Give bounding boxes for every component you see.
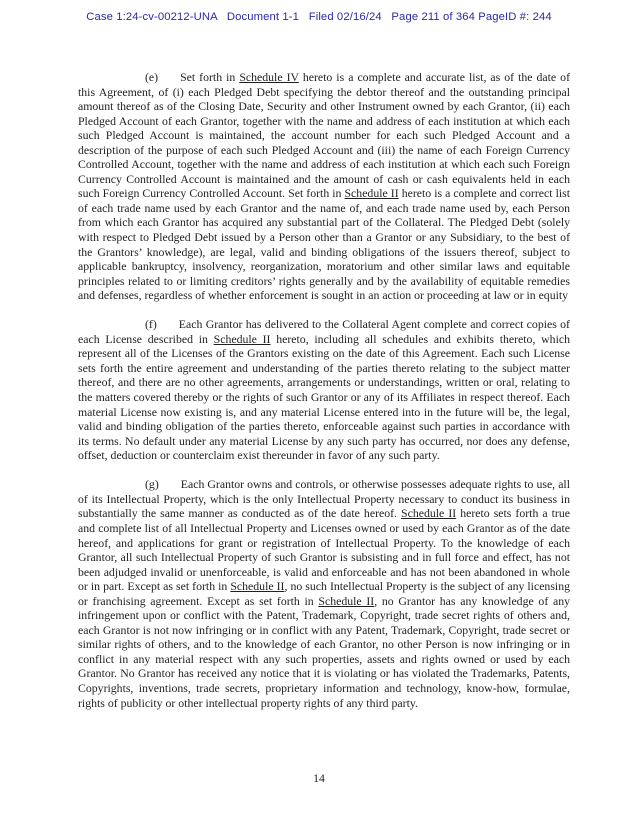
paragraph-text: hereto is a complete and correct list of each trade name used by each Grantor and the name of, and each trade name used by, each Person from which each Grantor has acquired any substantial part of the Collateral. The Pledged Debt (solely with respect to Pledged Debt issued by a Person other than a Grantor or any Subsidiary, to the best of the Grantors’ knowledge), are legal, valid and binding obligations of the issuers thereof, subject to applicable bankruptcy, insolvency, reorganization, moratorium and other similar laws and equitable principles related to or limiting creditors’ rights generally and by the availability of equitable remedies and defenses, regardless of whether enforcement is sought in an action or proceeding at law or in equity	[78, 186, 570, 303]
schedule-reference: Schedule II	[318, 593, 375, 608]
paragraph-text: , no Grantor has any knowledge of any infringement upon or conflict with the Patent, Trademark, Copyright, trade secret rights of others and, each Grantor is not now infringing or in conflict with any Patent, Trademark, Copyright, trade secret or similar rights of others, and to the knowledge of each Grantor, no other Person is now infringing or in conflict in any material respect with any such properties, assets and rights owned or used by each Grantor. No Grantor has received any notice that it is violating or has violated the Trademarks, Patents, Copyrights, inventions, trade secrets, proprietary information and technology, know-how, formulae, rights of publicity or other intellectual property rights of any third party.	[78, 593, 570, 710]
paragraph-text: Each Grantor has delivered to the Collateral Agent complete and correct copies of each License described in	[78, 317, 570, 346]
paragraph-text: hereto is a complete and accurate list, as of the date of this Agreement, of (i) each Pledged Debt specifying the debtor thereof and the outstanding principal amount thereof as of the Closing Date, Security and other Instrument owned by each Grantor, (ii) each Pledged Account of each Grantor, together with the name and address of each institution at which each such Pledged Account is maintained, the account number for each such Pledged Account and a description of the purpose of each such Pledged Account and (iii) the name of each Foreign Currency Controlled Account, together with the name and address of each institution at which each such Foreign Currency Controlled Account is maintained and the amount of cash or cash equivalents held in each such Foreign Currency Controlled Account. Set forth in	[78, 70, 570, 201]
paragraph-e	[78, 70, 570, 303]
schedule-reference: Schedule IV	[239, 70, 299, 84]
paragraph-text: Set forth in	[180, 70, 240, 84]
paragraph-label-f: (f)	[145, 317, 157, 332]
paragraphs-container	[78, 70, 570, 710]
paragraph-text: hereto sets forth a true and complete list of all Intellectual Property and Licenses owned or used by each Grantor as of the date hereof, and applications for grant or registration of Intellectual Property. To the knowledge of each Grantor, all such Intellectual Property of such Grantor is subsisting and in full force and effect, has not been adjudged invalid or unenforceable, is valid and enforceable and has not been abandoned in whole or in part. Except as set forth in	[78, 506, 570, 594]
paragraph-text: , no such Intellectual Property is the subject of any licensing or franchising agreement. Except as set forth in	[78, 579, 570, 608]
paragraph-label-g: (g)	[145, 477, 159, 492]
paragraph-text: Each Grantor owns and controls, or otherwise possesses adequate rights to use, all of its Intellectual Property, which is the only Intellectual Property necessary to conduct its business in substantially the same manner as conducted as of the date hereof.	[78, 477, 570, 521]
case-stamp-header: Case 1:24-cv-00212-UNA Document 1-1 Filed 02/16/24 Page 211 of 364 PageID #: 244	[86, 11, 552, 23]
schedule-reference: Schedule II	[213, 331, 271, 346]
paragraph-label-e: (e)	[145, 70, 159, 84]
paragraph-text: hereto, including all schedules and exhibits thereto, which represent all of the Licenses of the Grantors existing on the date of this Agreement. Each such License sets forth the entire agreement and understanding of the parties thereto relating to the subject matter thereof, and there are no other agreements, arrangements or understandings, written or oral, relating to the matters covered thereby or the rights of such Grantor or any of its Affiliates in respect thereof. Each material License now existing is, and any material License entered into in the future will be, the legal, valid and binding obligation of the parties thereto, enforceable against such parties in accordance with its terms. No default under any material License by any such party has occurred, nor does any defense, offset, deduction or counterclaim exist thereunder in favor of any such party.	[78, 331, 570, 463]
schedule-reference: Schedule II	[344, 186, 399, 201]
paragraph-f	[78, 317, 570, 462]
schedule-reference: Schedule II	[401, 506, 457, 521]
page-number: 14	[313, 771, 325, 785]
schedule-reference: Schedule II	[230, 579, 285, 594]
paragraph-g	[78, 477, 570, 710]
